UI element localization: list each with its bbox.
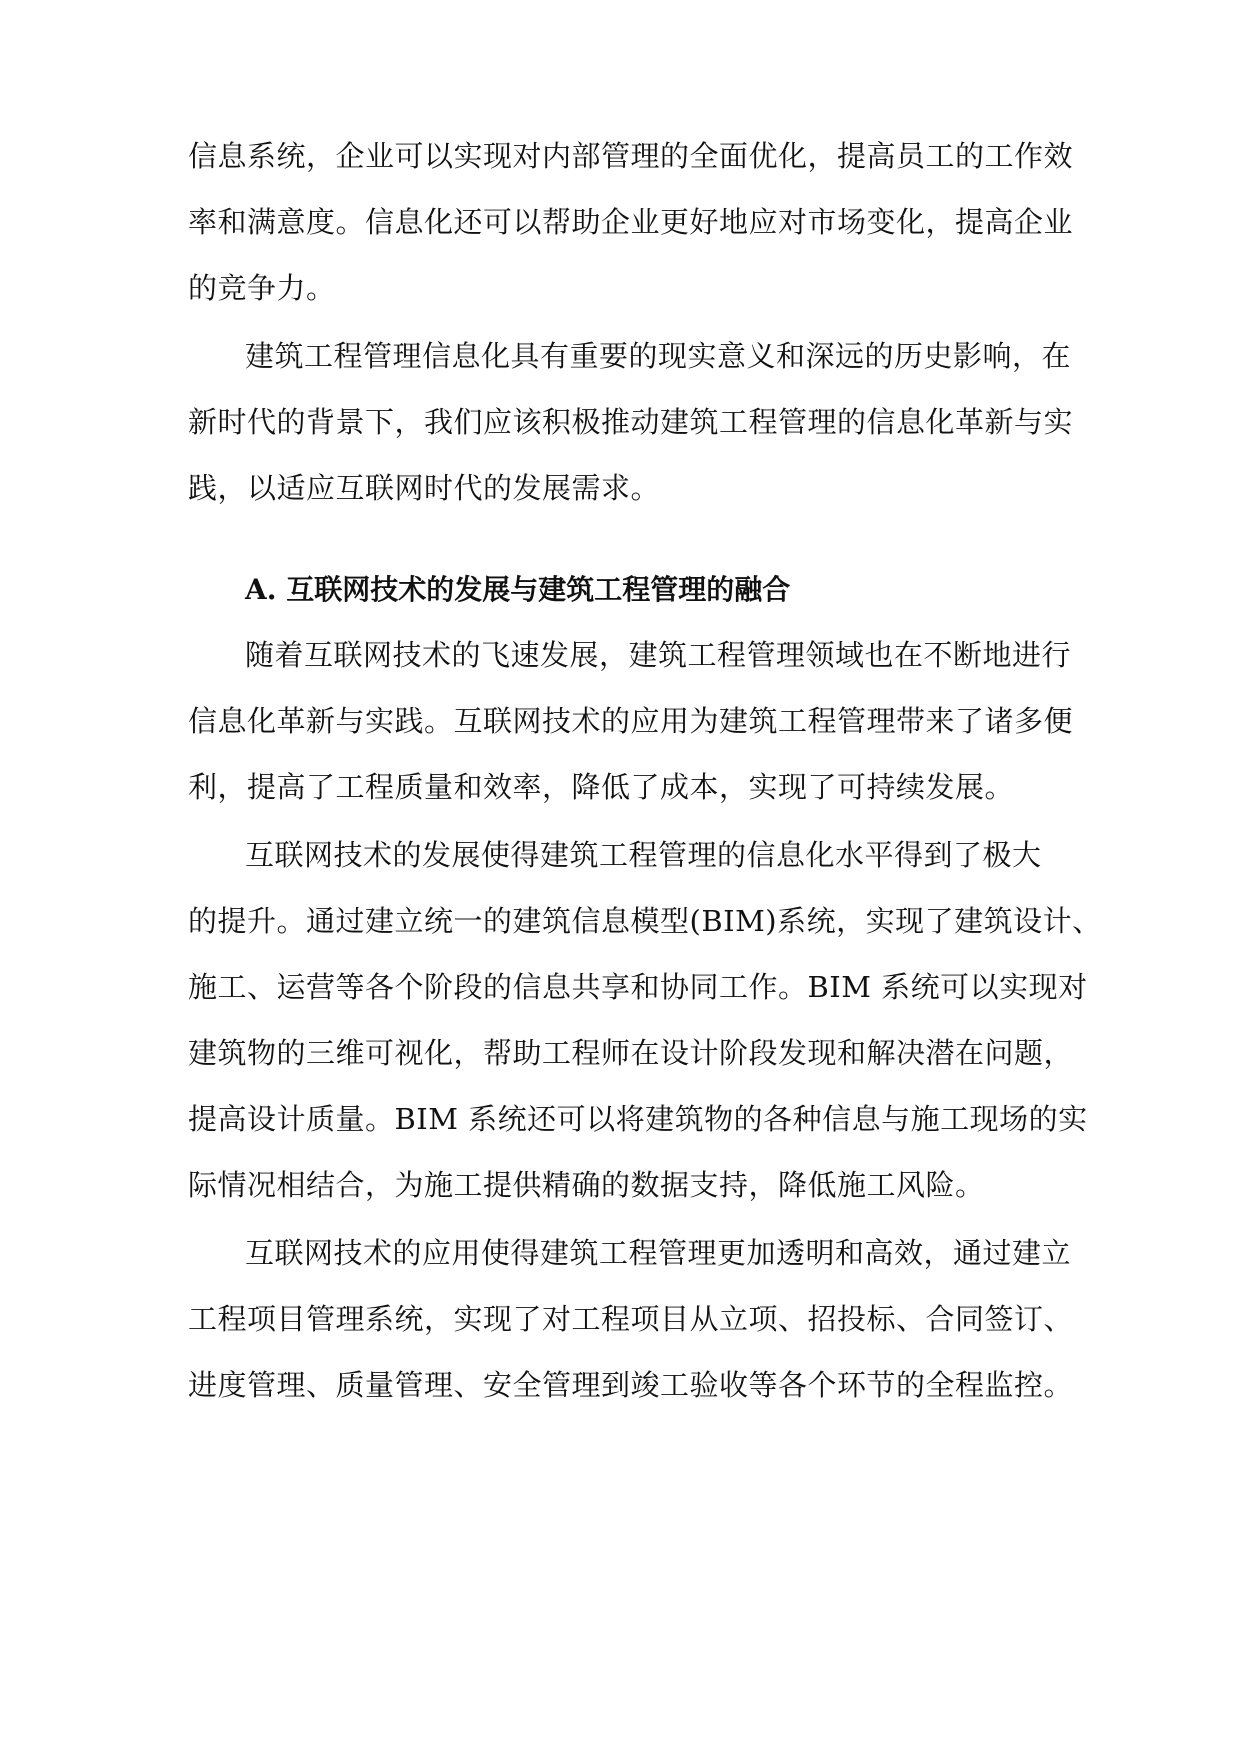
text-line: 率和满意度。信息化还可以帮助企业更好地应对市场变化，提高企业 (188, 205, 1074, 239)
text-line: 际情况相结合，为施工提供精确的数据支持，降低施工风险。 (188, 1168, 985, 1202)
text-line: 新时代的背景下，我们应该积极推动建筑工程管理的信息化革新与实 (188, 405, 1074, 439)
text-line: 提高设计质量。BIM 系统还可以将建筑物的各种信息与施工现场的实 (188, 1102, 1088, 1136)
text-line: 建筑物的三维可视化，帮助工程师在设计阶段发现和解决潜在问题， (188, 1036, 1074, 1070)
text-line: 践，以适应互联网时代的发展需求。 (188, 471, 661, 505)
text-line: 工程项目管理系统，实现了对工程项目从立项、招投标、合同签订、 (188, 1302, 1074, 1336)
text-line: 建筑工程管理信息化具有重要的现实意义和深远的历史影响，在 (245, 339, 1072, 373)
section-heading: A. 互联网技术的发展与建筑工程管理的融合 (245, 573, 791, 606)
text-line: 信息化革新与实践。互联网技术的应用为建筑工程管理带来了诸多便 (188, 704, 1074, 738)
text-line: 的提升。通过建立统一的建筑信息模型(BIM)系统，实现了建筑设计、 (188, 904, 1102, 938)
text-line: 利，提高了工程质量和效率，降低了成本，实现了可持续发展。 (188, 770, 1015, 804)
text-line: 进度管理、质量管理、安全管理到竣工验收等各个环节的全程监控。 (188, 1368, 1074, 1402)
text-line: 互联网技术的发展使得建筑工程管理的信息化水平得到了极大 (245, 838, 1042, 872)
text-line: 的竞争力。 (188, 271, 336, 305)
text-line: 施工、运营等各个阶段的信息共享和协同工作。BIM 系统可以实现对 (188, 970, 1088, 1004)
text-line: 互联网技术的应用使得建筑工程管理更加透明和高效，通过建立 (245, 1236, 1072, 1270)
text-line: 随着互联网技术的飞速发展，建筑工程管理领域也在不断地进行 (245, 638, 1072, 672)
text-line: 信息系统，企业可以实现对内部管理的全面优化，提高员工的工作效 (188, 139, 1074, 173)
